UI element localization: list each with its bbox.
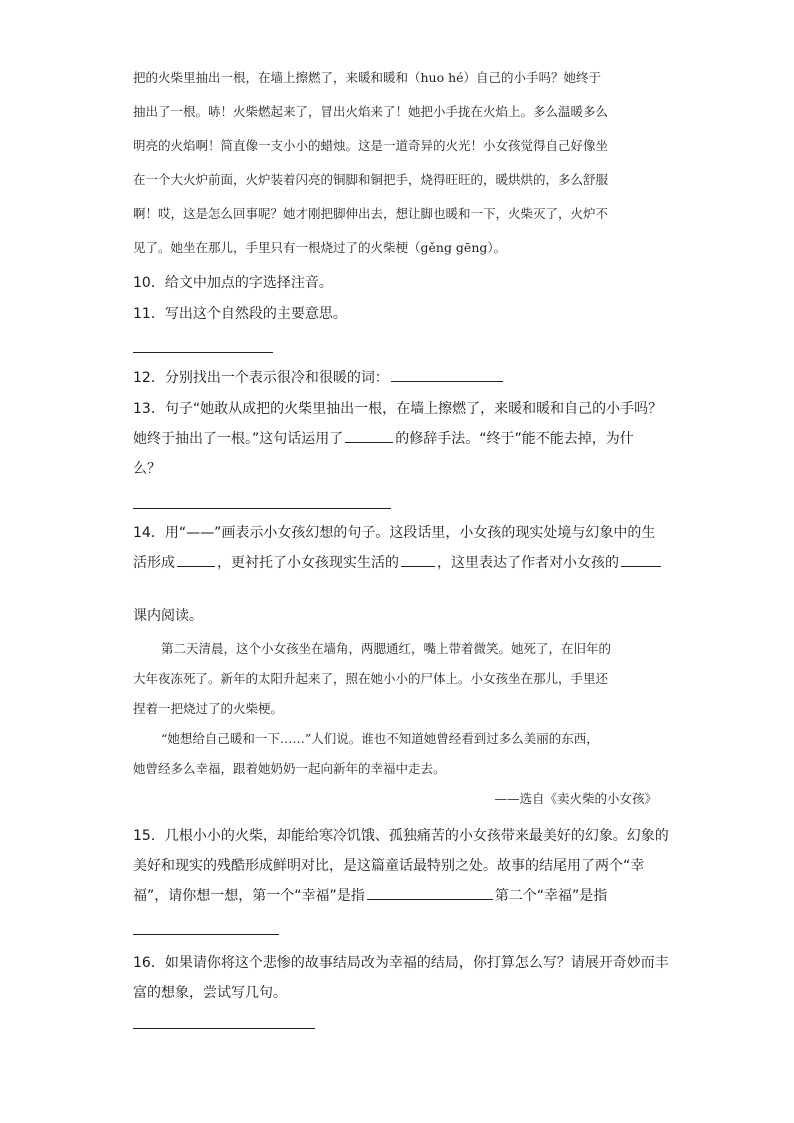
excerpt-line: 第二天清晨，这个小女孩坐在墙角，两腮通红，嘴上带着微笑。她死了，在旧年的 bbox=[161, 641, 612, 656]
excerpt-source: ——选自《卖火柴的小女孩》 bbox=[494, 791, 657, 806]
question-text: 11．写出这个自然段的主要意思。 bbox=[133, 306, 347, 322]
section-label-text: 课内阅读。 bbox=[133, 608, 203, 624]
question-text: 么？ bbox=[133, 461, 161, 477]
passage-line: 明亮的火焰啊！简直像一支小小的蜡烛。这是一道奇异的火光！小女孩觉得自己好像坐 bbox=[133, 138, 609, 153]
passage-line: 啊！哎，这是怎么回事呢？她才刚把脚伸出去，想让脚也暖和一下，火柴灭了，火炉不 bbox=[133, 206, 609, 221]
question-text: ，更衬托了小女孩现实生活的 bbox=[217, 555, 399, 571]
answer-blank-q14-reality[interactable] bbox=[401, 552, 435, 567]
answer-blank-q14-attitude[interactable] bbox=[621, 552, 661, 567]
excerpt-line: 大年夜冻死了。新年的太阳升起来了，照在她小小的尸体上。小女孩坐在那儿，手里还 bbox=[133, 671, 609, 686]
excerpt-line: 捏着一把烧过了的火柴梗。 bbox=[133, 701, 284, 716]
question-text: 活形成 bbox=[133, 555, 175, 571]
passage-line: 把的火柴里抽出一根，在墙上擦燃了，来暖和暖和（huo hé）自己的小手吗？她终于 bbox=[133, 70, 602, 85]
answer-line-q11[interactable] bbox=[133, 352, 273, 353]
question-text: 15．几根小小的火柴，却能给寒冷饥饿、孤独痛苦的小女孩带来最美好的幻象。幻象的 bbox=[133, 828, 669, 844]
answer-blank-q12[interactable] bbox=[391, 367, 503, 382]
question-text: ，这里表达了作者对小女孩的 bbox=[437, 555, 619, 571]
question-text: 福”，请你想一想，第一个“幸福”是指 bbox=[133, 888, 365, 904]
question-text: 第二个“幸福”是指 bbox=[494, 888, 608, 904]
answer-line-q15-second[interactable] bbox=[133, 934, 279, 935]
passage-line: 抽出了一根。哧！火柴燃起来了，冒出火焰来了！她把小手拢在火焰上。多么温暖多么 bbox=[133, 104, 609, 119]
passage-line: 见了。她坐在那儿，手里只有一根烧过了的火柴梗（gěng gēng）。 bbox=[133, 240, 507, 255]
question-text: 美好和现实的残酷形成鲜明对比，是这篇童话最特别之处。故事的结尾用了两个“幸 bbox=[133, 858, 645, 874]
question-text: 她终于抽出了一根。”这句话运用了 bbox=[133, 431, 344, 447]
answer-line-q16[interactable] bbox=[133, 1028, 315, 1029]
question-text: 16．如果请你将这个悲惨的故事结局改为幸福的结局，你打算怎么写？请展开奇妙而丰 bbox=[133, 955, 669, 971]
answer-line-q13[interactable] bbox=[133, 508, 391, 509]
question-text: 富的想象，尝试写几句。 bbox=[133, 985, 287, 1001]
passage-line: 在一个大火炉前面，火炉装着闪亮的铜脚和铜把手，烧得旺旺的，暖烘烘的，多么舒服 bbox=[133, 172, 609, 187]
question-12 bbox=[133, 367, 668, 397]
question-10 bbox=[133, 272, 668, 302]
question-text: 12．分别找出一个表示很冷和很暖的词： bbox=[133, 370, 389, 386]
reading-passage-2 bbox=[133, 638, 663, 818]
excerpt-line: “她想给自己暖和一下……”人们说。谁也不知道她曾经看到过多么美丽的东西， bbox=[161, 731, 599, 746]
reading-passage-1 bbox=[133, 66, 663, 270]
question-11 bbox=[133, 303, 668, 333]
answer-blank-q15-first[interactable] bbox=[367, 885, 493, 900]
question-text: 13．句子“她敢从成把的火柴里抽出一根，在墙上擦燃了，来暖和暖和自己的小手吗？ bbox=[133, 401, 663, 417]
excerpt-line: 她曾经多么幸福，跟着她奶奶一起向新年的幸福中走去。 bbox=[133, 761, 446, 776]
question-text: 14．用“——”画表示小女孩幻想的句子。这段话里，小女孩的现实处境与幻象中的生 bbox=[133, 525, 656, 541]
question-text: 10．给文中加点的字选择注音。 bbox=[133, 275, 333, 291]
section-label bbox=[133, 605, 668, 635]
answer-blank-q13-rhetoric[interactable] bbox=[345, 428, 393, 443]
question-14 bbox=[133, 522, 668, 586]
answer-blank-q14-contrast[interactable] bbox=[177, 552, 215, 567]
question-text: 的修辞手法。“终于”能不能去掉，为什 bbox=[395, 431, 634, 447]
question-13 bbox=[133, 398, 668, 488]
question-16 bbox=[133, 952, 668, 1012]
question-15 bbox=[133, 825, 668, 915]
